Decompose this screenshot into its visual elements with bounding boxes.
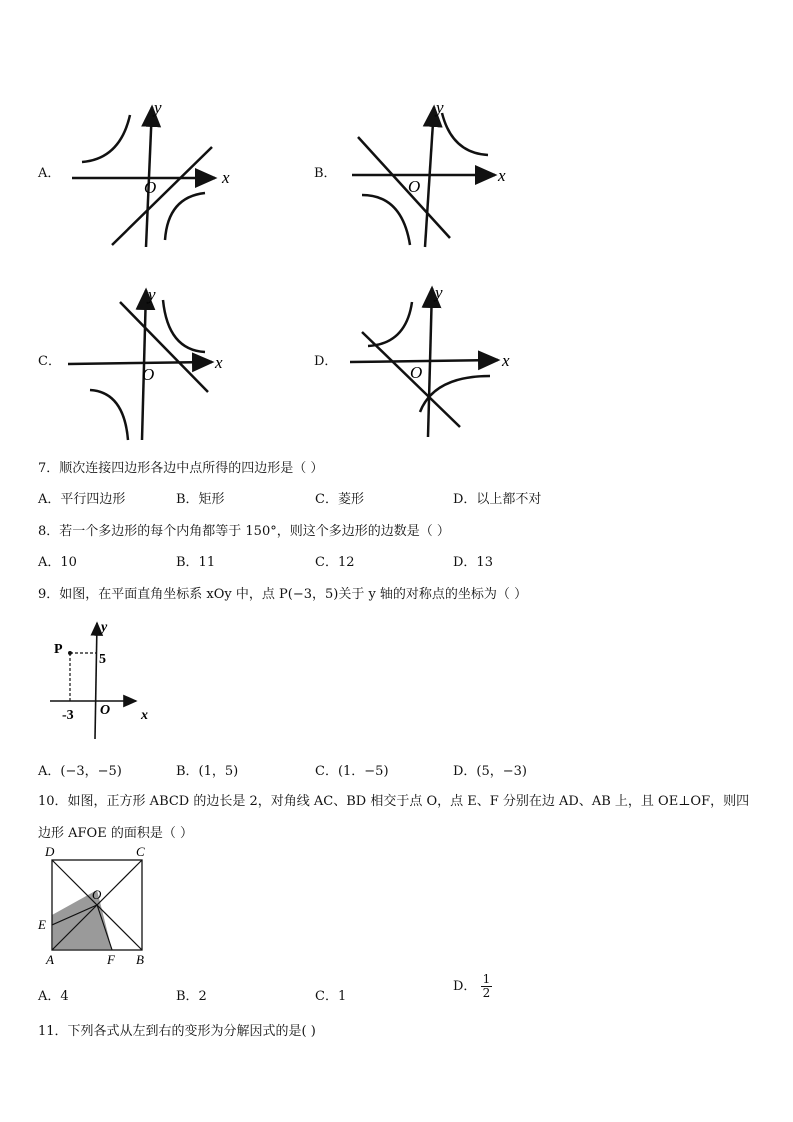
x-label: x bbox=[498, 166, 506, 185]
x-axis bbox=[68, 362, 212, 364]
point-e-label: E bbox=[38, 917, 46, 932]
q8-option-b: B．11 bbox=[176, 555, 216, 570]
q8-option-a: A．10 bbox=[38, 555, 77, 570]
q8-option-c: C．12 bbox=[315, 555, 355, 570]
y-label: y bbox=[436, 98, 444, 117]
q10-option-d-letter: D． bbox=[453, 979, 477, 994]
option-a-label: A． bbox=[38, 166, 61, 181]
q10-option-b: B．2 bbox=[176, 989, 207, 1004]
q7-option-b: B．矩形 bbox=[176, 492, 225, 507]
vertex-c-label: C bbox=[136, 844, 145, 859]
origin-label: O bbox=[408, 177, 421, 196]
question-7-stem: 7．顺次连接四边形各边中点所得的四边形是（ ） bbox=[38, 461, 324, 476]
q7-option-d: D．以上都不对 bbox=[453, 492, 542, 507]
y-value-label: 5 bbox=[99, 652, 106, 667]
graph-option-d bbox=[340, 282, 520, 442]
point-p-label: P bbox=[54, 642, 63, 657]
question-10-stem-line2: 边形 AFOE 的面积是（ ） bbox=[38, 826, 193, 841]
origin-label: O bbox=[142, 365, 155, 384]
point-p bbox=[68, 651, 72, 655]
q10-option-c: C．1 bbox=[315, 989, 347, 1004]
y-label: y bbox=[101, 620, 108, 635]
point-o-label: O bbox=[92, 887, 102, 902]
y-axis bbox=[428, 288, 432, 437]
option-d-label: D． bbox=[314, 354, 338, 369]
graph-option-c bbox=[60, 282, 240, 447]
q9-option-d: D．(5，−3) bbox=[453, 764, 528, 779]
vertex-d-label: D bbox=[45, 844, 55, 859]
q10-option-a: A．4 bbox=[38, 989, 69, 1004]
q9-coordinate-figure bbox=[48, 615, 158, 745]
hyperbola-branch bbox=[82, 115, 130, 162]
y-axis bbox=[425, 107, 434, 247]
graph-option-b bbox=[340, 95, 520, 255]
fraction-denominator: 2 bbox=[482, 986, 491, 1000]
x-label: x bbox=[215, 353, 223, 372]
vertex-b-label: B bbox=[136, 952, 144, 967]
q9-option-c: C．(1．−5) bbox=[315, 764, 389, 779]
question-11-stem: 11．下列各式从左到右的变形为分解因式的是( ) bbox=[38, 1024, 316, 1039]
q9-option-b: B．(1，5) bbox=[176, 764, 239, 779]
hyperbola-branch bbox=[368, 302, 412, 346]
option-b-label: B． bbox=[314, 166, 337, 181]
y-axis bbox=[95, 623, 97, 739]
option-c-label: C． bbox=[38, 354, 61, 369]
hyperbola-branch bbox=[442, 113, 488, 155]
x-label: x bbox=[502, 351, 510, 370]
origin-label: O bbox=[144, 178, 157, 197]
line-graph bbox=[120, 302, 208, 392]
hyperbola-branch bbox=[90, 390, 128, 440]
q8-option-d: D．13 bbox=[453, 555, 493, 570]
hyperbola-branch bbox=[163, 300, 205, 352]
y-label: y bbox=[435, 283, 443, 302]
point-f-label: F bbox=[107, 952, 115, 967]
q10-square-figure bbox=[32, 843, 162, 968]
line-graph bbox=[112, 147, 212, 245]
q7-option-c: C．菱形 bbox=[315, 492, 364, 507]
y-label: y bbox=[154, 98, 162, 117]
x-label: x bbox=[141, 708, 148, 723]
vertex-a-label: A bbox=[46, 952, 54, 967]
origin-label: O bbox=[410, 363, 423, 382]
hyperbola-branch bbox=[165, 193, 205, 240]
q9-option-a: A．(−3，−5) bbox=[38, 764, 122, 779]
q7-option-a: A．平行四边形 bbox=[38, 492, 126, 507]
graph-option-a bbox=[60, 95, 240, 255]
origin-label: O bbox=[100, 703, 111, 718]
question-10-stem-line1: 10．如图，正方形 ABCD 的边长是 2，对角线 AC、BD 相交于点 O，点 E、F 分别在边 AD、AB 上，且 OE⊥OF，则四 bbox=[38, 794, 750, 809]
hyperbola-branch bbox=[362, 195, 410, 245]
q10-option-d bbox=[453, 973, 492, 1000]
fraction-one-half bbox=[481, 973, 493, 1000]
x-label: x bbox=[222, 168, 230, 187]
question-9-stem: 9．如图，在平面直角坐标系 xOy 中，点 P(−3，5)关于 y 轴的对称点的坐标为（ ） bbox=[38, 587, 528, 602]
x-axis bbox=[350, 360, 498, 362]
fraction-numerator: 1 bbox=[482, 972, 491, 986]
x-value-label: -3 bbox=[62, 708, 74, 723]
y-label: y bbox=[148, 285, 156, 304]
question-8-stem: 8．若一个多边形的每个内角都等于 150°，则这个多边形的边数是（ ） bbox=[38, 524, 450, 539]
